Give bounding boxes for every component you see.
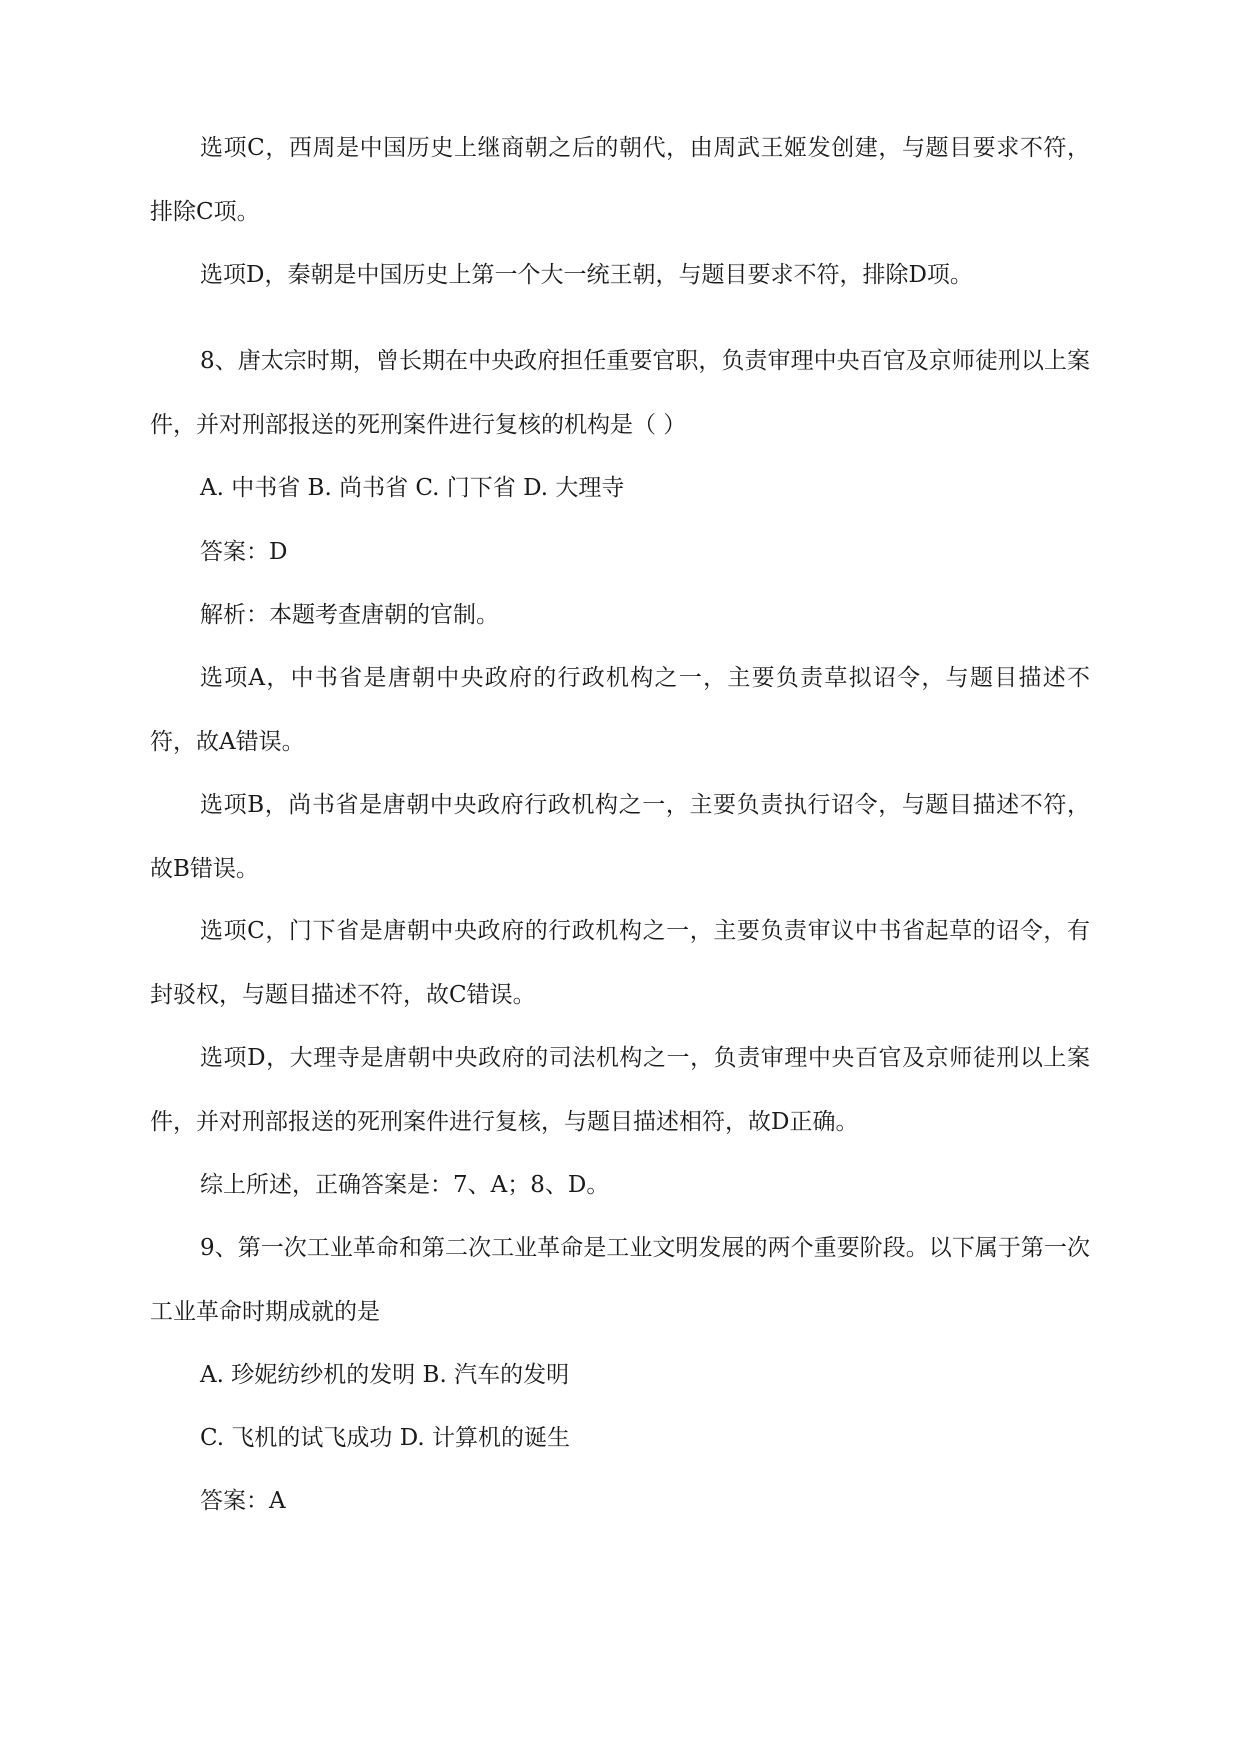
question-9-answer: 答案：A <box>200 1488 286 1514</box>
analysis-option-a: 选项A，中书省是唐朝中央政府的行政机构之一，主要负责草拟诏令，与题目描述不符，故A错误。 <box>150 665 1090 755</box>
analysis-option-d: 选项D，大理寺是唐朝中央政府的司法机构之一，负责审理中央百官及京师徒刑以上案件，并对刑部报送的死刑案件进行复核，与题目描述相符，故D正确。 <box>150 1045 1090 1135</box>
question-8-answer: 答案：D <box>200 539 288 565</box>
question-9-choices-cd: C. 飞机的试飞成功 D. 计算机的诞生 <box>200 1425 570 1451</box>
paragraph-option-c-xizhou: 选项C，西周是中国历史上继商朝之后的朝代，由周武王姬发创建，与题目要求不符，排除C项。 <box>150 135 1090 225</box>
question-8-analysis-intro: 解析：本题考查唐朝的官制。 <box>200 602 499 628</box>
question-8-choices: A. 中书省 B. 尚书省 C. 门下省 D. 大理寺 <box>200 475 625 501</box>
analysis-option-b: 选项B，尚书省是唐朝中央政府行政机构之一，主要负责执行诏令，与题目描述不符，故B错误。 <box>150 792 1090 882</box>
analysis-option-c: 选项C，门下省是唐朝中央政府的行政机构之一，主要负责审议中书省起草的诏令，有封驳权，与题目描述不符，故C错误。 <box>150 918 1090 1008</box>
question-8-stem: 8、唐太宗时期，曾长期在中央政府担任重要官职，负责审理中央百官及京师徒刑以上案件，并对刑部报送的死刑案件进行复核的机构是（ ） <box>150 348 1090 438</box>
summary-answers: 综上所述，正确答案是：7、A；8、D。 <box>200 1172 610 1198</box>
question-9-choices-ab: A. 珍妮纺纱机的发明 B. 汽车的发明 <box>200 1362 570 1388</box>
question-9-stem: 9、第一次工业革命和第二次工业革命是工业文明发展的两个重要阶段。以下属于第一次工业革命时期成就的是 <box>150 1235 1090 1325</box>
paragraph-option-d-qin: 选项D，秦朝是中国历史上第一个大一统王朝，与题目要求不符，排除D项。 <box>200 262 973 288</box>
